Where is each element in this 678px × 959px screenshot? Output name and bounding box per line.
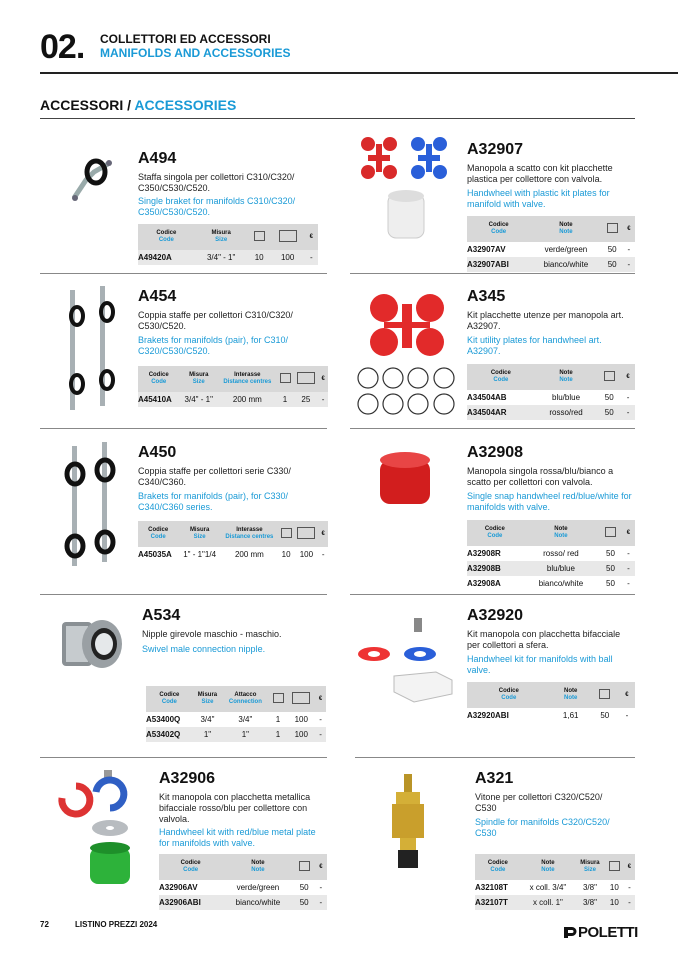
product-code: A32906 bbox=[159, 770, 216, 787]
package-icon bbox=[297, 527, 315, 539]
spindle-image bbox=[388, 772, 428, 872]
handwheel-kit-image bbox=[48, 768, 138, 894]
price-table: Codice Code Note Note € A34504AB blu/blue 50 - A34504AR rosso/red 50 - bbox=[467, 364, 635, 420]
product-desc-it: Kit manopola con placchetta bifacciale per collettori a sfera. bbox=[467, 629, 621, 650]
page-number: 72 bbox=[40, 920, 49, 929]
box-icon bbox=[607, 223, 618, 233]
product-code: A494 bbox=[138, 150, 177, 167]
handwheel-plates-image bbox=[358, 134, 454, 244]
brackets-pair-image bbox=[62, 286, 126, 416]
utility-plates-image bbox=[356, 290, 460, 418]
product-desc-en: Handwheel with plastic kit plates for manifold with valve. bbox=[467, 188, 610, 209]
box-icon bbox=[609, 861, 620, 871]
red-handwheel-image bbox=[376, 450, 436, 512]
package-icon bbox=[292, 692, 310, 704]
product-desc-it: Vitone per collettori C320/C520/ C530 bbox=[475, 792, 603, 813]
box-icon bbox=[299, 861, 310, 871]
box-icon bbox=[273, 693, 284, 703]
separator bbox=[355, 757, 635, 758]
section-rule bbox=[40, 118, 635, 119]
product-desc-it: Coppia staffe per collettori serie C330/ C340/C360. bbox=[138, 466, 291, 487]
section-title: ACCESSORI / ACCESSORIES bbox=[40, 97, 237, 113]
product-desc-en: Handwheel kit with red/blue metal plate for manifolds with valve. bbox=[159, 827, 316, 848]
price-table: Codice Code Note Note Misura Size € A32108T x coll. 3/4" 3/8" 10 - A32107T x coll. 1" 3/8" 10 - bbox=[475, 854, 635, 910]
footer-title: LISTINO PREZZI 2024 bbox=[75, 920, 158, 929]
product-desc-it: Nipple girevole maschio - maschio. bbox=[142, 629, 282, 639]
chapter-title-en: MANIFOLDS AND ACCESSORIES bbox=[100, 46, 291, 60]
price-table: Codice Code Note Note € A32908R rosso/ red 50 - A32908B blu/blue 50 - A32908A bianco/white 50 - bbox=[467, 520, 635, 591]
box-icon bbox=[280, 373, 291, 383]
product-desc-en: Single braket for manifolds C310/C320/ C350/C530/C520. bbox=[138, 196, 296, 217]
product-desc-en: Brakets for manifolds (pair), for C330/ C340/C360 series. bbox=[138, 491, 289, 512]
product-desc-it: Kit placchette utenze per manopola art. A32907. bbox=[467, 310, 624, 331]
product-code: A32920 bbox=[467, 607, 524, 624]
box-icon bbox=[281, 528, 292, 538]
separator bbox=[40, 428, 327, 429]
product-desc-it: Coppia staffe per collettori C310/C320/ C530/C520. bbox=[138, 310, 293, 331]
separator bbox=[350, 428, 635, 429]
product-desc-it: Manopola singola rossa/blu/bianco a scatto per collettori con valvola. bbox=[467, 466, 614, 487]
price-table: Codice Code Misura Size Interasse Distance centres € A45410A 3/4" - 1" 200 mm 1 25 - bbox=[138, 366, 328, 407]
chapter-title-it: COLLETTORI ED ACCESSORI bbox=[100, 32, 271, 46]
separator bbox=[350, 273, 635, 274]
brackets-pair-image bbox=[62, 442, 126, 572]
price-table: Codice Code Note Note € A32920ABI 1,61 50 - bbox=[467, 682, 635, 723]
product-code: A345 bbox=[467, 288, 506, 305]
product-desc-en: Spindle for manifolds C320/C520/ C530 bbox=[475, 817, 610, 838]
chapter-number: 02. bbox=[40, 28, 85, 66]
package-icon bbox=[279, 230, 297, 242]
product-desc-en: Kit utility plates for handwheel art. A32907. bbox=[467, 335, 602, 356]
price-table: Codice Code Misura Size Attacco Connection € A53400Q 3/4" 3/4" 1 100 - A53402Q 1" 1" 1 100 - bbox=[146, 686, 326, 742]
box-icon bbox=[599, 689, 610, 699]
box-icon bbox=[605, 527, 616, 537]
brand-logo: POLETTI bbox=[562, 924, 638, 941]
poletti-logo-icon bbox=[562, 925, 578, 938]
product-code: A454 bbox=[138, 288, 177, 305]
product-desc-en: Swivel male connection nipple. bbox=[142, 644, 266, 654]
product-code: A534 bbox=[142, 607, 181, 624]
product-desc-en: Brakets for manifolds (pair), for C310/ C320/C530/C520. bbox=[138, 335, 289, 356]
product-desc-en: Handwheel kit for manifolds with ball valve. bbox=[467, 654, 613, 675]
price-table: Codice Code Misura Size Interasse Distance centres € A45035A 1" - 1"1/4 200 mm 10 100 - bbox=[138, 521, 328, 562]
product-code: A321 bbox=[475, 770, 514, 787]
header-rule bbox=[40, 72, 678, 74]
separator bbox=[350, 594, 635, 595]
separator bbox=[40, 594, 327, 595]
separator bbox=[40, 273, 327, 274]
package-icon bbox=[297, 372, 315, 384]
separator bbox=[40, 757, 327, 758]
price-table: Codice Code Note Note € A32906AV verde/green 50 - A32906ABI bianco/white 50 - bbox=[159, 854, 327, 910]
product-desc-en: Single snap handwheel red/blue/white for manifolds with valve. bbox=[467, 491, 632, 512]
nipple-image bbox=[58, 612, 126, 674]
product-code: A450 bbox=[138, 444, 177, 461]
ball-valve-handwheel-image bbox=[356, 614, 460, 710]
product-desc-it: Staffa singola per collettori C310/C320/ C350/C530/C520. bbox=[138, 172, 295, 193]
box-icon bbox=[604, 371, 615, 381]
product-desc-it: Kit manopola con placchetta metallica bifacciale rosso/blu per collettore con valvola. bbox=[159, 792, 311, 824]
box-icon bbox=[254, 231, 265, 241]
price-table: Codice Code Misura Size € A49420A 3/4" - 1" 10 100 - bbox=[138, 224, 318, 265]
product-desc-it: Manopola a scatto con kit placchette plastica per collettore con valvola. bbox=[467, 163, 613, 184]
product-code: A32908 bbox=[467, 444, 524, 461]
price-table: Codice Code Note Note € A32907AV verde/green 50 - A32907ABI bianco/white 50 - bbox=[467, 216, 635, 272]
product-code: A32907 bbox=[467, 141, 524, 158]
bracket-image bbox=[68, 152, 116, 204]
